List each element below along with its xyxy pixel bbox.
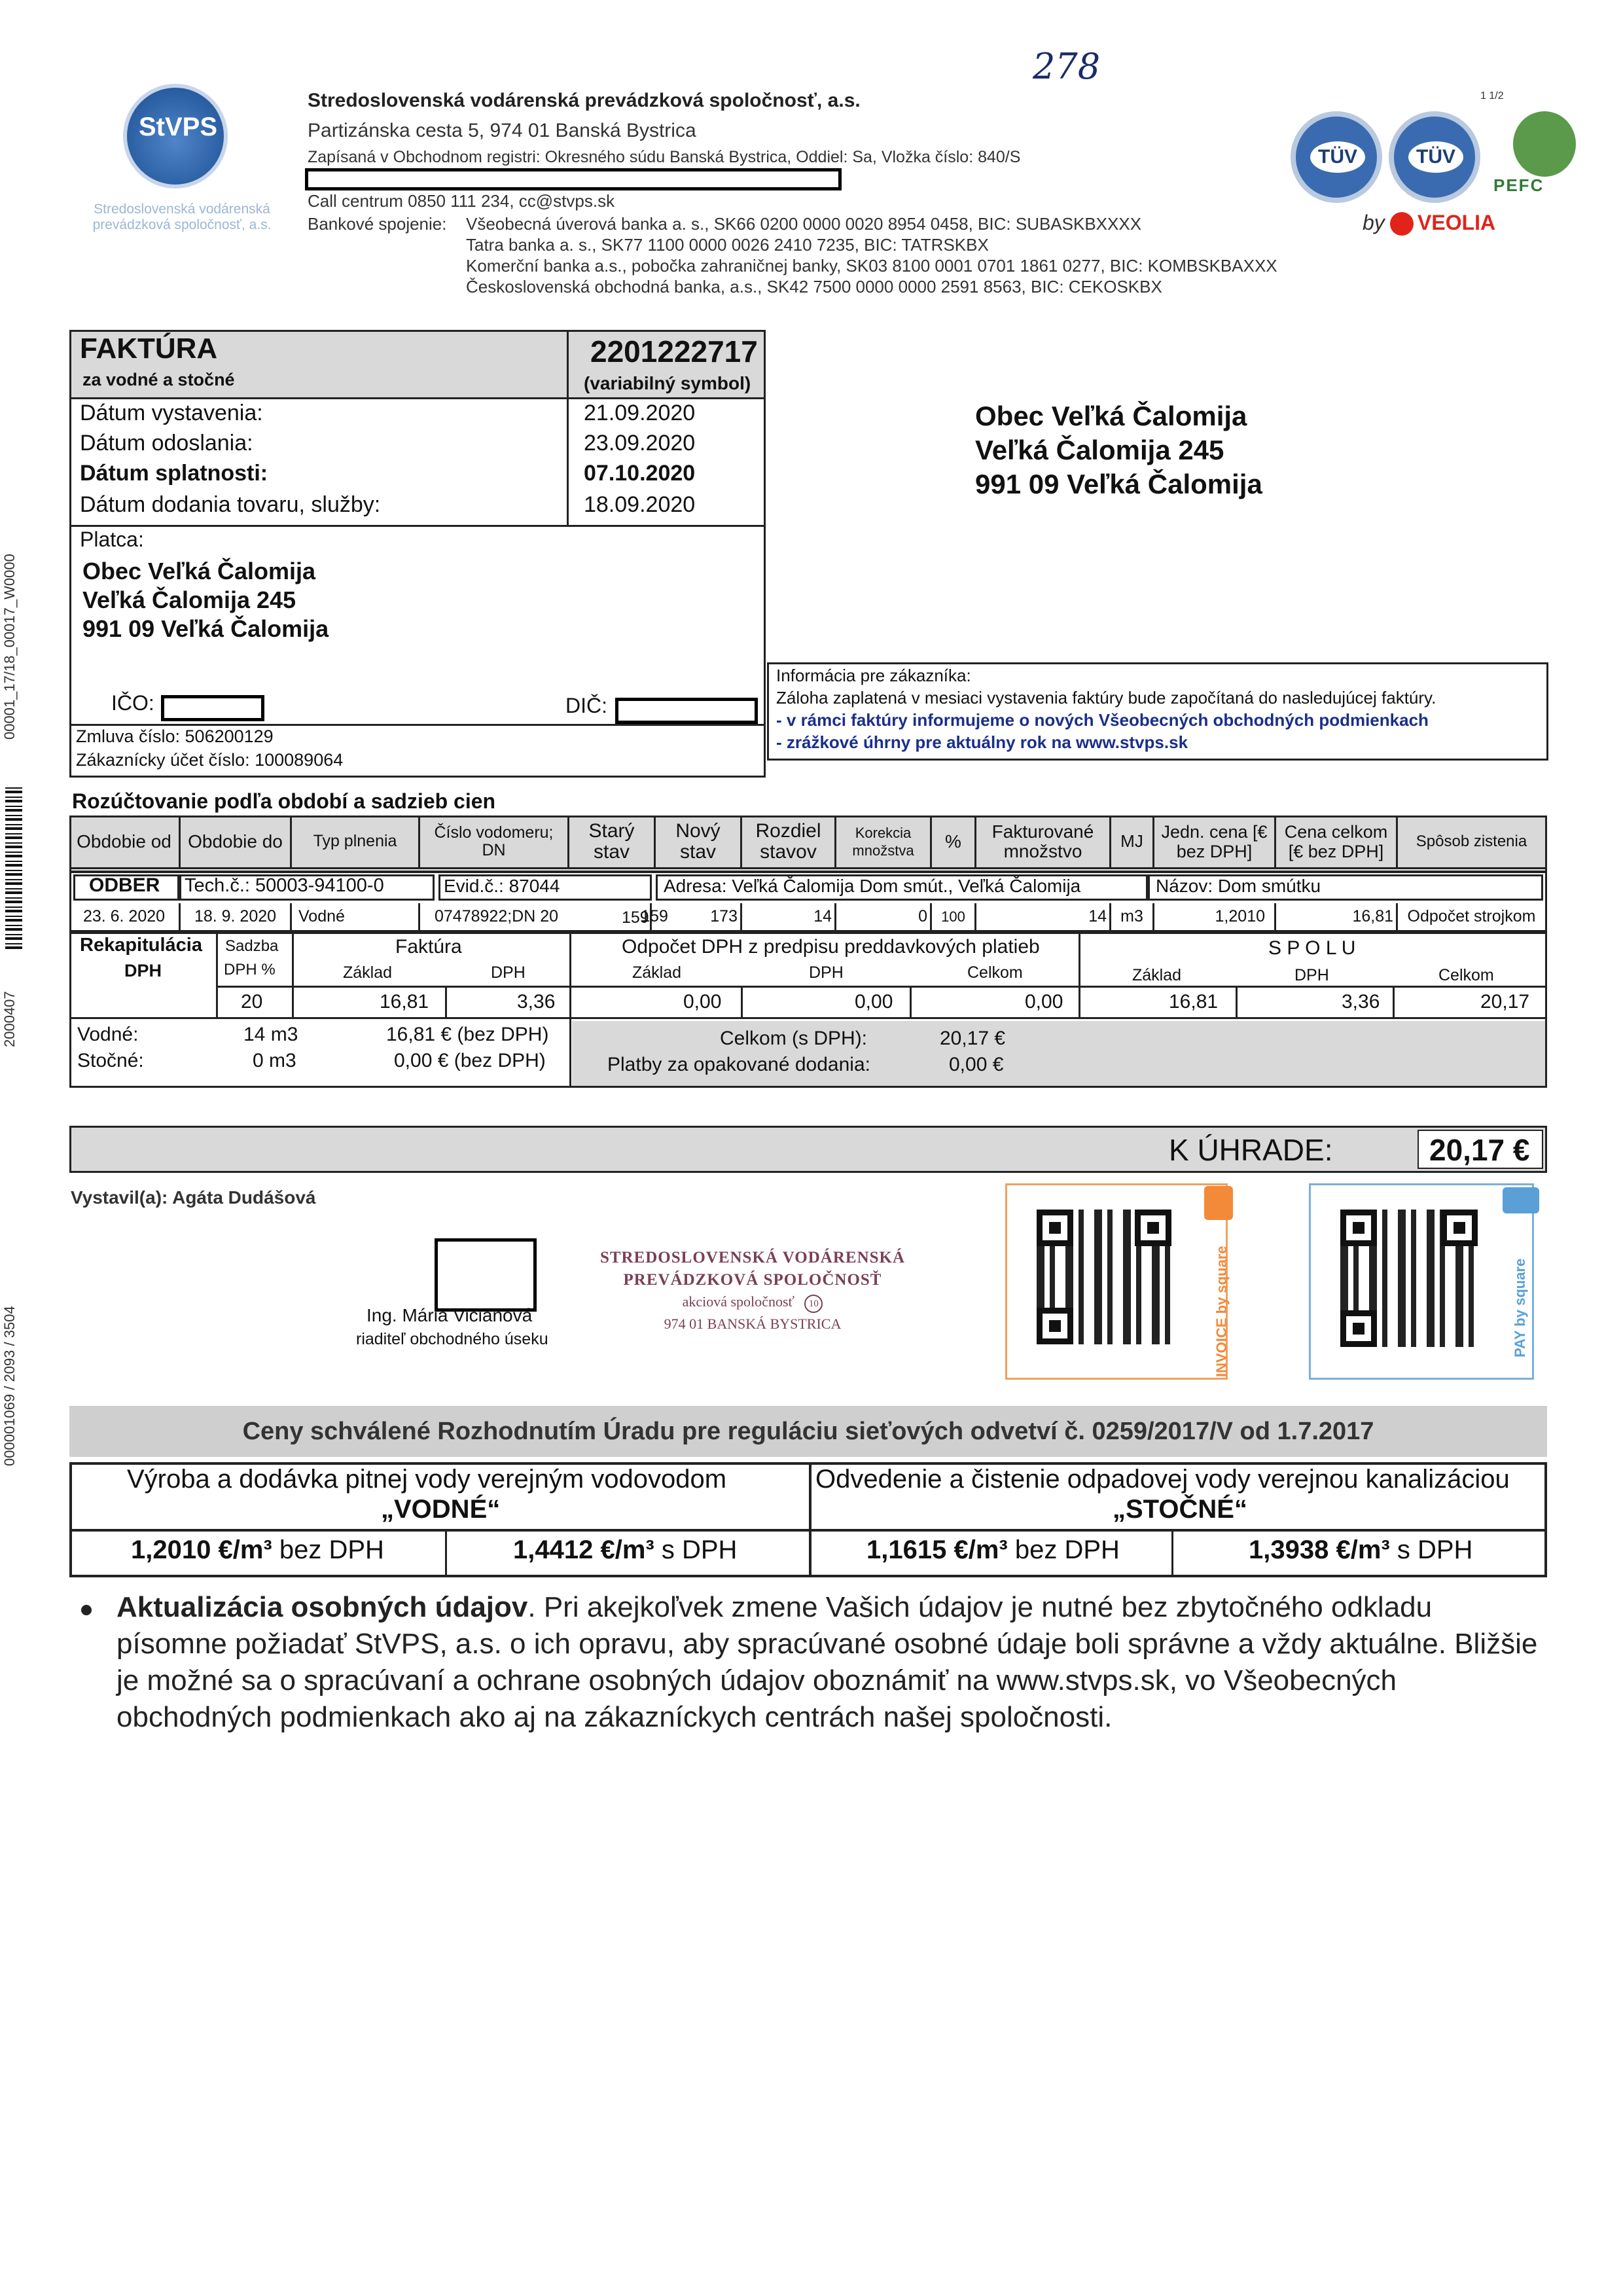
th-billed-qty: Fakturované množstvo [976, 816, 1111, 869]
sewer-net-unit: €/m³ [954, 1535, 1008, 1564]
recap-s-celkom-label: Celkom [1438, 966, 1494, 984]
invoice-by-square-label: INVOICE by square [1213, 1246, 1230, 1377]
date-delivery-label: Dátum dodania tovaru, služby: [80, 492, 381, 517]
payer-label: Platca: [80, 528, 144, 551]
recap-label-1: Rekapitulácia [80, 935, 202, 956]
water-gross-suffix: s DPH [661, 1535, 738, 1564]
tuv-badge-2 [1389, 111, 1480, 203]
water-gross-value: 1,4412 [513, 1535, 594, 1564]
recap-f-zaklad: 16,81 [380, 991, 429, 1013]
stamp-line-3 [576, 1293, 929, 1313]
recipient-line-1: Obec Veľká Čalomija [975, 401, 1247, 431]
summary-stocne-label: Stočné: [77, 1050, 144, 1071]
sewer-gross-price [1249, 1535, 1472, 1565]
recap-o-celkom-label: Celkom [967, 963, 1023, 982]
card-icon [1503, 1187, 1539, 1213]
by-label: by [1363, 211, 1385, 234]
summary-stocne-qty: 0 m3 [253, 1050, 296, 1071]
qr-corner [1340, 1310, 1377, 1347]
odber-name: Názov: Dom smútku [1156, 876, 1321, 896]
margin-barcode [5, 785, 22, 949]
company-register: Zapísaná v Obchodnom registri: Okresného súdu Banská Bystrica, Oddiel: Sa, Vložka číslo: 840/S [308, 148, 1021, 166]
qr-corner [1037, 1308, 1073, 1344]
issued-by: Vystavil(a): Agáta Dudášová [71, 1187, 316, 1208]
margin-code-3: 000001069 / 2093 / 3504 [1, 1306, 18, 1466]
privacy-notice-body: . Pri akejkoľvek zmene Vašich údajov je nutné bez zbytočného odkladu písomne požiadať StVPS, a.s. o ich opravu, aby spracúvané osobné údaje boli správne a vždy aktuálne. Bližšie je možné sa o spracúvaní a ochrane osobných údajov oboznámiť na www.stvps.sk, vo Všeobecných obchodných podmienkach ako aj na zákazníckych centrách našej spoločnosti. [116, 1591, 1538, 1733]
date-issued-value: 21.09.2020 [584, 401, 696, 425]
pay-by-square-label: PAY by square [1512, 1258, 1528, 1357]
date-delivery-value: 18.09.2020 [584, 492, 696, 517]
customer-info-line-1: Záloha zaplatená v mesiaci vystavenia faktúry bude započítaná do nasledujúcej faktúry. [776, 688, 1436, 708]
recap-spolu: S P O L U [1268, 937, 1356, 959]
call-centre: Call centrum 0850 111 234, cc@stvps.sk [308, 191, 615, 211]
td-total-price: 16,81 [1276, 903, 1398, 932]
margin-code-1: 00001_17/18_00017_W0000 [1, 554, 18, 740]
th-period-from: Obdobie od [69, 816, 181, 869]
td-billed-qty: 14 [976, 903, 1111, 932]
date-sent-value: 23.09.2020 [584, 431, 696, 456]
veolia-label: VEOLIA [1418, 211, 1496, 234]
customer-info-title: Informácia pre zákazníka: [776, 666, 971, 685]
td-correction: 0 [836, 903, 932, 932]
to-pay-label: K ÚHRADE: [1169, 1133, 1333, 1167]
recap-sadzba-2: DPH % [224, 961, 276, 978]
td-meter: 07478922;DN 20 [420, 903, 652, 932]
tuv-badge-1 [1291, 111, 1382, 203]
payer-line-1: Obec Veľká Čalomija [82, 558, 316, 584]
recap-o-zaklad: 0,00 [683, 991, 722, 1013]
veolia-icon [1390, 212, 1414, 236]
price-banner-text: Ceny schválené Rozhodnutím Úradu pre reguláciu sieťových odvetví č. 0259/2017/V od 1.7.2017 [242, 1417, 1374, 1445]
recap-o-zaklad-label: Základ [632, 963, 682, 982]
odber-label: ODBER [89, 874, 160, 896]
sewer-gross-suffix: s DPH [1397, 1535, 1473, 1564]
summary-vodne-label: Vodné: [77, 1024, 139, 1045]
tech-number: Tech.č.: 50003-94100-0 [185, 875, 384, 896]
water-gross-unit: €/m³ [600, 1535, 654, 1564]
th-old-state: Starý stav [569, 816, 656, 869]
date-due-label: Dátum splatnosti: [80, 461, 268, 486]
td-type: Vodné [292, 903, 420, 932]
stamp-mark: 10 [804, 1295, 823, 1313]
recap-o-dph: 0,00 [855, 991, 893, 1013]
odber-address: Adresa: Veľká Čalomija Dom smút., Veľká Čalomija [664, 876, 1081, 896]
contract-number: Zmluva číslo: 506200129 [76, 726, 274, 746]
sewer-name: „STOČNÉ“ [1113, 1495, 1247, 1524]
company-stamp [576, 1249, 929, 1333]
recap-faktura: Faktúra [395, 936, 462, 958]
td-period-from: 23. 6. 2020 [69, 903, 181, 932]
company-address: Partizánska cesta 5, 974 01 Banská Bystrica [308, 120, 696, 141]
th-unit: MJ [1111, 816, 1154, 869]
qr-corner [1135, 1210, 1171, 1246]
summary-stocne-price: 0,00 € (bez DPH) [394, 1050, 546, 1071]
ico-redacted [161, 695, 264, 721]
summary-vodne-qty: 14 m3 [243, 1024, 298, 1045]
to-pay-value: 20,17 € [1429, 1133, 1530, 1167]
bank-line-3: Komerční banka a.s., pobočka zahraničnej banky, SK03 8100 0001 0701 1861 0277, BIC: KOMBSKBAXXX [466, 256, 1277, 276]
date-due-value: 07.10.2020 [584, 461, 696, 486]
payer-line-2: Veľká Čalomija 245 [82, 586, 296, 613]
th-unit-price: Jedn. cena [€ bez DPH] [1154, 816, 1276, 869]
water-net-suffix: bez DPH [279, 1535, 384, 1564]
td-old-state: 159 [652, 903, 657, 932]
td-unit: m3 [1111, 903, 1154, 932]
th-new-state: Nový stav [656, 816, 742, 869]
invoice-number: 2201222717 [590, 334, 758, 368]
signer-name: Ing. Mária Vicianová [366, 1305, 533, 1325]
bullet-icon [81, 1605, 92, 1615]
td-new-state: 173 [656, 903, 742, 932]
ico-label: IČO: [111, 691, 154, 715]
date-sent-label: Dátum odoslania: [80, 431, 253, 456]
dic-label: DIČ: [565, 694, 607, 717]
recap-o-dph-label: DPH [809, 963, 844, 982]
invoice-qr-code [1037, 1210, 1171, 1344]
stamp-line-3-text: akciová spoločnosť [682, 1293, 794, 1310]
recap-f-dph-label: DPH [491, 963, 526, 982]
invoice-subtitle: za vodné a stočné [82, 370, 235, 389]
logo-subtitle-line-2: prevádzková spoločnosť, a.s. [92, 217, 272, 232]
margin-code-2: 2000407 [1, 991, 18, 1047]
bank-line-2: Tatra banka a. s., SK77 1100 0000 0026 2410 7235, BIC: TATRSKBX [466, 235, 989, 255]
td-percent: 100 [932, 903, 976, 932]
water-gross-price [513, 1535, 737, 1565]
summary-vodne-price: 16,81 € (bez DPH) [386, 1024, 549, 1045]
recap-s-dph-label: DPH [1294, 966, 1329, 984]
sewer-gross-unit: €/m³ [1336, 1535, 1390, 1564]
water-net-value: 1,2010 [131, 1535, 211, 1564]
recap-o-celkom: 0,00 [1025, 991, 1063, 1013]
evid-number: Evid.č.: 87044 [444, 876, 560, 896]
th-percent: % [932, 816, 976, 869]
water-title: Výroba a dodávka pitnej vody verejným vodovodom [127, 1465, 727, 1494]
recap-s-zaklad-label: Základ [1132, 966, 1182, 984]
pay-qr-code [1340, 1210, 1478, 1347]
handwritten-number: 278 [1033, 46, 1101, 87]
stamp-line-2: PREVÁDZKOVÁ SPOLOČNOSŤ [623, 1271, 882, 1289]
stamp-line-4: 974 01 BANSKÁ BYSTRICA [664, 1316, 842, 1332]
water-net-price [131, 1535, 384, 1565]
recipient-line-3: 991 09 Veľká Čalomija [975, 469, 1262, 499]
th-difference: Rozdiel stavov [742, 816, 836, 869]
recap-odpocet: Odpočet DPH z predpisu preddavkových platieb [622, 936, 1040, 958]
recap-s-dph: 3,36 [1342, 991, 1380, 1013]
redacted-line [305, 168, 842, 190]
breakdown-title: Rozúčtovanie podľa období a sadzieb cien [72, 789, 496, 813]
payer-line-3: 991 09 Veľká Čalomija [82, 615, 329, 642]
pefc-label: PEFC [1493, 175, 1544, 195]
summary-repeat-value: 0,00 € [949, 1054, 1004, 1075]
recap-f-dph: 3,36 [517, 991, 556, 1013]
recap-s-zaklad: 16,81 [1169, 991, 1219, 1013]
td-old-state-value: 159 [622, 908, 649, 927]
bank-line-1: Všeobecná úverová banka a. s., SK66 0200 0000 0020 8954 0458, BIC: SUBASKBXXXX [466, 214, 1142, 234]
th-total-price: Cena celkom [€ bez DPH] [1276, 816, 1398, 869]
customer-account: Zákaznícky účet číslo: 100089064 [76, 750, 344, 770]
date-issued-label: Dátum vystavenia: [80, 401, 263, 425]
recap-rate: 20 [241, 991, 263, 1013]
invoice-title: FAKTÚRA [80, 332, 218, 365]
sewer-title: Odvedenie a čistenie odpadovej vody verejnou kanalizáciou [815, 1465, 1510, 1494]
sewer-net-value: 1,1615 [866, 1535, 947, 1564]
recap-s-celkom: 20,17 [1480, 991, 1530, 1013]
td-difference: 14 [742, 903, 836, 932]
qr-corner [1441, 1210, 1478, 1246]
qr-corner [1340, 1210, 1377, 1246]
td-unit-price: 1,2010 [1154, 903, 1276, 932]
logo-subtitle-line-1: Stredoslovenská vodárenská [94, 202, 270, 217]
privacy-notice-title: Aktualizácia osobných údajov [116, 1591, 528, 1623]
recap-sadzba-1: Sadzba [225, 937, 279, 955]
tuv-badge-1-text: TÜV [1310, 141, 1365, 173]
bank-line-4: Československá obchodná banka, a.s., SK42 7500 0000 0000 2591 8563, BIC: CEKOSKBX [466, 277, 1162, 296]
signer-role: riaditeľ obchodného úseku [356, 1330, 548, 1348]
sewer-gross-value: 1,3938 [1249, 1535, 1329, 1564]
sewer-net-suffix: bez DPH [1014, 1535, 1120, 1564]
th-type: Typ plnenia [292, 816, 420, 869]
tuv-badge-2-text: TÜV [1408, 141, 1463, 173]
customer-info-line-2: - v rámci faktúry informujeme o nových Všeobecných obchodných podmienkach [776, 710, 1429, 730]
th-meter: Číslo vodomeru; DN [420, 816, 569, 869]
th-correction: Korekcia množstva [836, 816, 932, 869]
customer-info-line-3: - zrážkové úhrny pre aktuálny rok na www.stvps.sk [776, 732, 1188, 752]
th-method: Spôsob zistenia [1398, 816, 1547, 869]
logo-text: StVPS [139, 113, 218, 141]
dic-redacted [615, 698, 758, 724]
invoice-doc-icon [1204, 1186, 1233, 1220]
summary-total-value: 20,17 € [940, 1028, 1006, 1049]
td-method: Odpočet strojkom [1398, 903, 1547, 932]
bank-label: Bankové spojenie: [308, 214, 447, 234]
privacy-notice [116, 1589, 1543, 1736]
water-name: „VODNÉ“ [381, 1495, 501, 1524]
signature-redacted [435, 1238, 537, 1312]
price-banner [69, 1406, 1547, 1457]
recipient-line-2: Veľká Čalomija 245 [975, 435, 1224, 465]
recap-label-2: DPH [124, 961, 162, 980]
invoice-number-label: (variabilný symbol) [584, 373, 751, 393]
logo-subtitle [71, 202, 293, 233]
summary-total-label: Celkom (s DPH): [720, 1028, 868, 1049]
pefc-tree-icon [1513, 111, 1576, 177]
company-name: Stredoslovenská vodárenská prevádzková spoločnosť, a.s. [308, 90, 861, 111]
page-number: 1 1/2 [1480, 90, 1504, 101]
th-period-to: Obdobie do [181, 816, 292, 869]
recap-f-zaklad-label: Základ [343, 963, 393, 982]
sewer-net-price [866, 1535, 1120, 1565]
stamp-line-1: STREDOSLOVENSKÁ VODÁRENSKÁ [599, 1249, 906, 1266]
water-net-unit: €/m³ [218, 1535, 272, 1564]
summary-repeat-label: Platby za opakované dodania: [607, 1054, 870, 1075]
td-period-to: 18. 9. 2020 [181, 903, 292, 932]
qr-corner [1037, 1210, 1073, 1246]
